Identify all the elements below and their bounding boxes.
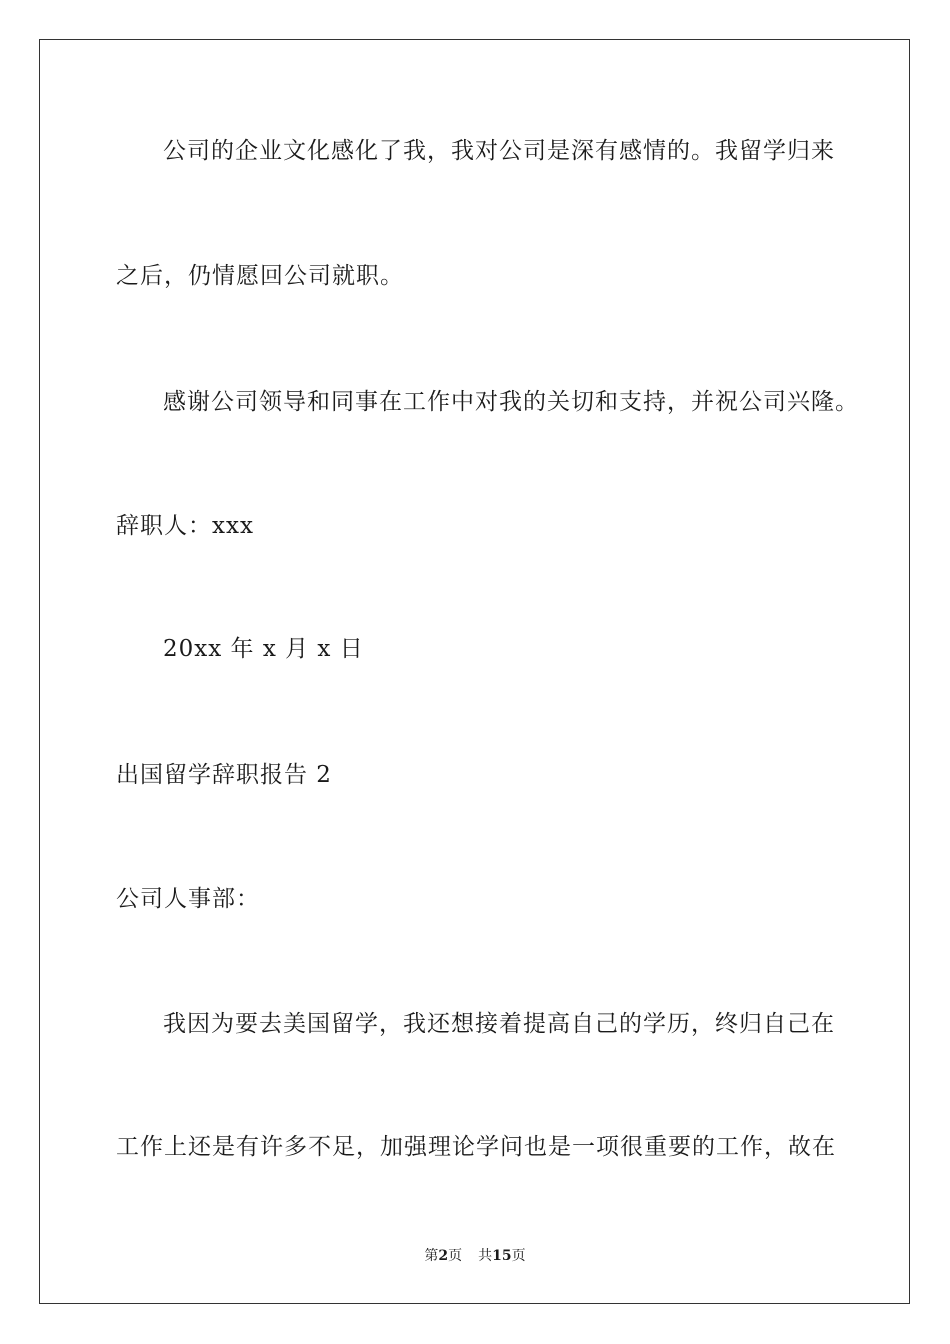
- page-border: [39, 39, 910, 1304]
- paragraph-line-4: 我因为要去美国留学，我还想接着提高自己的学历，终归自己在: [163, 1011, 835, 1037]
- paragraph-line-5: 工作上还是有许多不足，加强理论学问也是一项很重要的工作，故在: [116, 1134, 836, 1160]
- page-footer: [0, 1246, 950, 1266]
- total-prefix: 共: [478, 1248, 493, 1264]
- total-suffix: 页: [511, 1248, 526, 1264]
- salutation-line: 公司人事部：: [116, 886, 260, 912]
- paragraph-line-1: 公司的企业文化感化了我，我对公司是深有感情的。我留学归来: [163, 138, 835, 164]
- signer-line: 辞职人：xxx: [116, 513, 254, 539]
- paragraph-line-3: 感谢公司领导和同事在工作中对我的关切和支持，并祝公司兴隆。: [163, 389, 859, 415]
- total-pages: 15: [492, 1248, 512, 1264]
- paragraph-line-2: 之后，仍情愿回公司就职。: [116, 263, 404, 289]
- date-line: 20xx 年 x 月 x 日: [163, 636, 364, 662]
- section-title: 出国留学辞职报告 2: [116, 762, 332, 788]
- page-prefix: 第: [424, 1248, 439, 1264]
- page-suffix: 页: [448, 1248, 463, 1264]
- page-number: 2: [438, 1248, 449, 1264]
